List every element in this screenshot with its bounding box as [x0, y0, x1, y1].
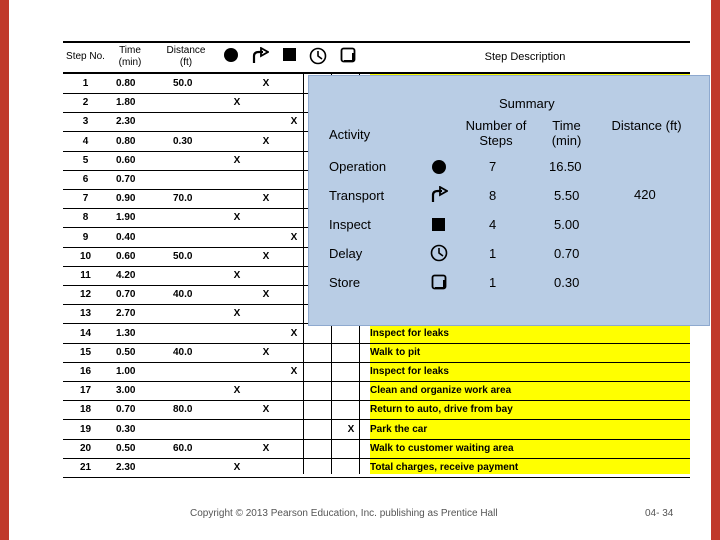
header-time: Time (min): [118, 45, 142, 68]
step-number: 16: [79, 366, 92, 377]
step-time: 2.30: [116, 116, 136, 128]
transport-mark: X: [262, 442, 270, 454]
step-time: 1.90: [116, 212, 136, 224]
step-time: 0.70: [116, 174, 136, 185]
step-description: Clean and organize work area: [370, 385, 512, 397]
operation-mark: X: [233, 270, 241, 281]
transport-mark: X: [262, 346, 270, 358]
table-row: [63, 343, 690, 362]
step-number: 12: [79, 289, 92, 301]
step-description: Inspect for leaks: [370, 327, 449, 339]
summary-time-delay: 0.70: [554, 246, 580, 261]
transport-mark: X: [262, 135, 270, 147]
step-time: 0.60: [116, 154, 136, 166]
inspect-mark: X: [290, 327, 298, 339]
step-time: 1.30: [116, 327, 136, 339]
summary-time-operation: 16.50: [549, 159, 582, 174]
table-row: [63, 381, 690, 400]
step-distance: 80.0: [173, 404, 193, 416]
step-distance: 40.0: [173, 346, 193, 358]
step-description: Walk to pit: [370, 346, 421, 358]
store-icon: [431, 274, 447, 290]
step-number: 9: [82, 231, 89, 243]
step-number: 5: [82, 154, 89, 166]
step-time: 0.60: [116, 250, 136, 262]
table-row: [63, 362, 690, 381]
summary-title: Summary: [499, 96, 555, 111]
step-number: 18: [79, 404, 92, 416]
inspect-icon: [282, 47, 297, 62]
step-time: 0.70: [116, 289, 136, 301]
step-time: 0.40: [116, 231, 136, 243]
step-number: 10: [79, 250, 92, 262]
summary-total-distance: 420: [634, 187, 656, 202]
operation-mark: X: [233, 462, 241, 473]
step-time: 0.30: [116, 423, 136, 435]
operation-mark: X: [233, 212, 241, 224]
inspect-icon: [431, 217, 446, 232]
summary-time-inspect: 5.00: [554, 217, 580, 232]
step-time: 2.30: [116, 462, 136, 473]
step-number: 4: [82, 135, 89, 147]
step-time: 0.80: [116, 135, 136, 147]
step-distance: 50.0: [173, 78, 193, 89]
delay-icon: [430, 244, 448, 262]
table-row: [63, 324, 690, 343]
transport-icon: [430, 186, 448, 204]
summary-time-store: 0.30: [554, 275, 580, 290]
step-number: 15: [79, 346, 92, 358]
operation-mark: X: [233, 308, 241, 320]
right-frame-border: [711, 0, 720, 540]
step-number: 2: [82, 97, 89, 109]
step-number: 13: [79, 308, 92, 320]
inspect-mark: X: [290, 231, 298, 243]
summary-steps-store: 1: [489, 275, 497, 290]
header-step-no: Step No.: [66, 51, 105, 62]
transport-mark: X: [262, 78, 270, 89]
step-time: 1.80: [116, 97, 136, 109]
step-time: 0.50: [116, 346, 136, 358]
left-frame-border: [0, 0, 9, 540]
step-number: 6: [82, 174, 89, 185]
summary-steps-operation: 7: [489, 159, 497, 174]
operation-mark: X: [233, 97, 241, 109]
summary-activity-operation: Operation: [329, 159, 387, 174]
footer-page-number: 04- 34: [645, 508, 674, 519]
summary-time-transport: 5.50: [554, 188, 580, 203]
step-number: 7: [82, 193, 89, 205]
summary-header-time: Time (min): [551, 118, 582, 148]
operation-icon: [223, 47, 239, 63]
row-divider: [63, 477, 690, 478]
step-time: 0.90: [116, 193, 136, 205]
summary-panel: [308, 75, 710, 326]
store-icon: [340, 47, 356, 63]
step-time: 0.50: [116, 442, 136, 454]
step-number: 19: [79, 423, 92, 435]
summary-header-distance: Distance (ft): [611, 118, 682, 133]
step-description: Return to auto, drive from bay: [370, 404, 513, 416]
summary-activity-transport: Transport: [329, 188, 385, 203]
operation-mark: X: [233, 154, 241, 166]
transport-mark: X: [262, 289, 270, 301]
table-top-rule: [63, 41, 690, 43]
footer-copyright: Copyright © 2013 Pearson Education, Inc. publishing as Prentice Hall: [190, 508, 498, 519]
step-time: 3.00: [116, 385, 136, 397]
step-number: 1: [82, 78, 89, 89]
step-time: 2.70: [116, 308, 136, 320]
summary-activity-inspect: Inspect: [329, 217, 371, 232]
summary-header-activity: Activity: [329, 127, 371, 142]
transport-mark: X: [262, 193, 270, 205]
delay-icon: [309, 47, 327, 65]
step-number: 8: [82, 212, 89, 224]
step-distance: 60.0: [173, 442, 193, 454]
step-distance: 50.0: [173, 250, 193, 262]
step-description: Walk to customer waiting area: [370, 442, 514, 454]
step-number: 14: [79, 327, 92, 339]
summary-steps-delay: 1: [489, 246, 497, 261]
header-distance: Distance (ft): [166, 45, 206, 68]
operation-mark: X: [233, 385, 241, 397]
transport-mark: X: [262, 404, 270, 416]
table-row: [63, 458, 690, 477]
step-distance: 70.0: [173, 193, 193, 205]
step-time: 1.00: [116, 366, 136, 377]
step-number: 17: [79, 385, 92, 397]
summary-steps-inspect: 4: [489, 217, 497, 232]
step-time: 4.20: [116, 270, 136, 281]
transport-icon: [251, 47, 269, 65]
step-distance: 0.30: [173, 135, 193, 147]
step-description: Park the car: [370, 423, 428, 435]
summary-activity-store: Store: [329, 275, 361, 290]
step-number: 21: [79, 462, 92, 473]
summary-activity-delay: Delay: [329, 246, 363, 261]
step-number: 20: [79, 442, 92, 454]
inspect-mark: X: [290, 116, 298, 128]
table-row: [63, 420, 690, 439]
step-description: Inspect for leaks: [370, 366, 449, 377]
step-number: 3: [82, 116, 89, 128]
table-row: [63, 439, 690, 458]
step-time: 0.80: [116, 78, 136, 89]
summary-header-steps: Number of Steps: [465, 118, 527, 148]
summary-steps-transport: 8: [489, 188, 497, 203]
table-row: [63, 400, 690, 419]
transport-mark: X: [262, 250, 270, 262]
step-distance: 40.0: [173, 289, 193, 301]
operation-icon: [431, 159, 447, 175]
step-description: Total charges, receive payment: [370, 462, 519, 473]
step-time: 0.70: [116, 404, 136, 416]
header-step-description: Step Description: [484, 51, 566, 63]
step-number: 11: [80, 270, 91, 281]
store-mark: X: [347, 423, 355, 435]
inspect-mark: X: [290, 366, 298, 377]
